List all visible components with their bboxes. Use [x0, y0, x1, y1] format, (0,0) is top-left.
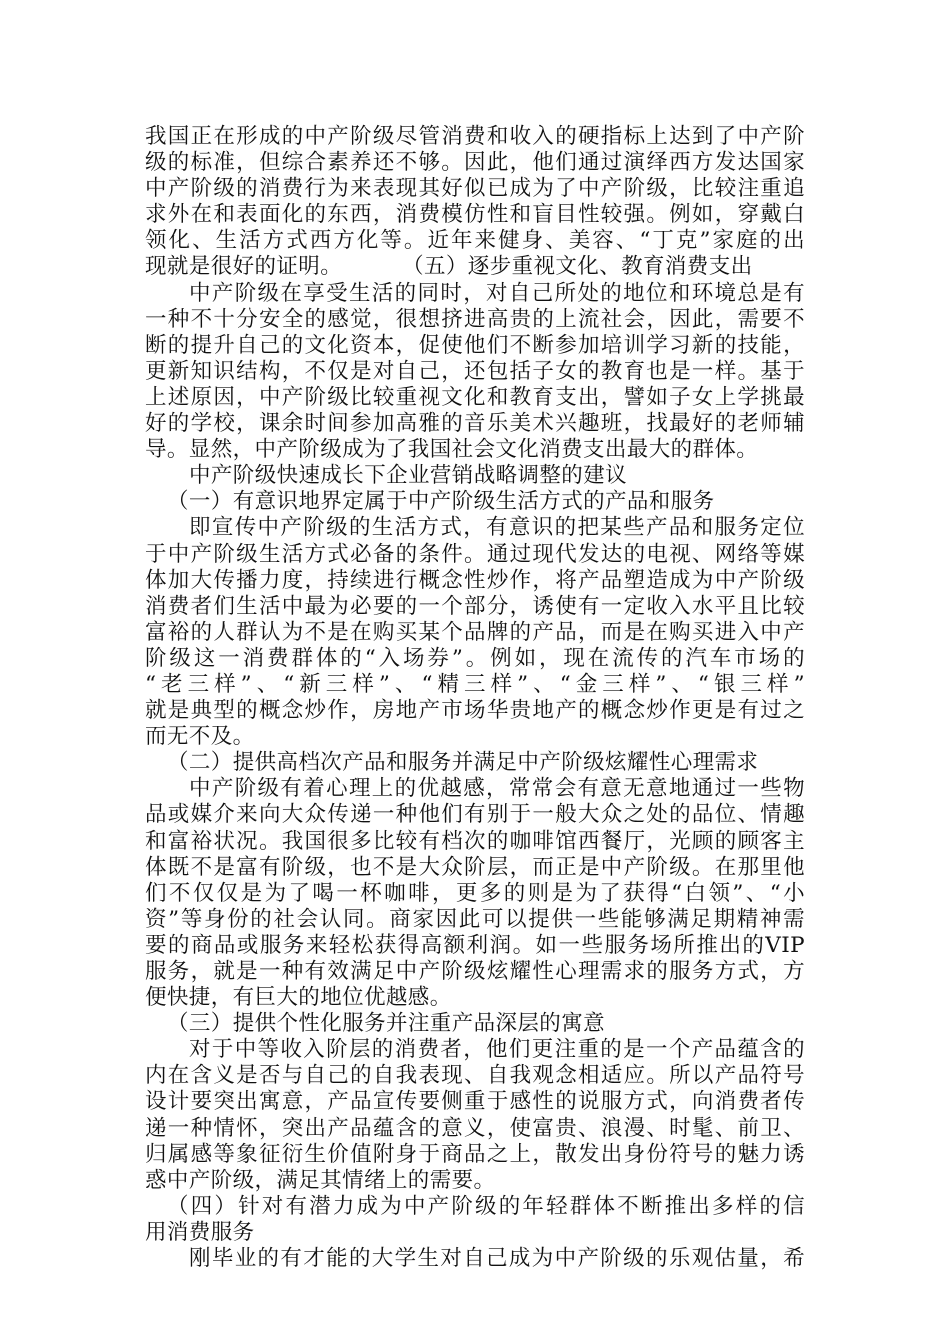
text-line: 导。显然，中产阶级成为了我国社会文化消费支出最大的群体。 [145, 437, 759, 463]
document-body [145, 124, 805, 1272]
text-line: 对于中等收入阶层的消费者，他们更注重的是一个产品蕴含的 [189, 1037, 805, 1063]
paragraph-end: 现就是很好的证明。 [145, 254, 343, 280]
section-heading: （二）提供高档次产品和服务并满足中产阶级炫耀性心理需求 [167, 750, 759, 776]
text-line: 体既不是富有阶级，也不是大众阶层，而正是中产阶级。在那里他 [145, 854, 805, 880]
text-line: 级的标准，但综合素养还不够。因此，他们通过演绎西方发达国家 [145, 150, 805, 176]
text-line: 惑中产阶级，满足其情绪上的需要。 [145, 1167, 496, 1193]
section-heading: （五）逐步重视文化、教育消费支出 [402, 254, 753, 280]
text-line: 消费者们生活中最为必要的一个部分，诱使有一定收入水平且比较 [145, 593, 805, 619]
text-line: “老三样”、“新三样”、“精三样”、“金三样”、“银三样” [145, 671, 805, 697]
section-heading: 用消费服务 [145, 1219, 255, 1245]
text-line: 要的商品或服务来轻松获得高额利润。如一些服务场所推出的VIP [145, 932, 805, 958]
text-line: 中产阶级在享受生活的同时，对自己所处的地位和环境总是有 [189, 280, 805, 306]
text-line: 即宣传中产阶级的生活方式，有意识的把某些产品和服务定位 [189, 515, 805, 541]
text-line: 和富裕状况。我国很多比较有档次的咖啡馆西餐厅，光顾的顾客主 [145, 828, 805, 854]
text-line: 求外在和表面化的东西，消费模仿性和盲目性较强。例如，穿戴白 [145, 202, 805, 228]
text-line: 好的学校，课余时间参加高雅的音乐美术兴趣班，找最好的老师辅 [145, 411, 805, 437]
text-line: 归属感等象征衍生价值附身于商品之上，散发出身份符号的魅力诱 [145, 1141, 805, 1167]
text-line: 一种不十分安全的感觉，很想挤进高贵的上流社会，因此，需要不 [145, 306, 805, 332]
text-line: 领化、生活方式西方化等。近年来健身、美容、“丁克”家庭的出 [145, 228, 805, 254]
text-line: 递一种情怀，突出产品蕴含的意义，使富贵、浪漫、时髦、前卫、 [145, 1115, 805, 1141]
text-line: 于中产阶级生活方式必备的条件。通过现代发达的电视、网络等媒 [145, 541, 805, 567]
text-line: 中产阶级有着心理上的优越感，常常会有意无意地通过一些物 [189, 776, 805, 802]
text-line: 设计要突出寓意，产品宣传要侧重于感性的说服方式，向消费者传 [145, 1089, 805, 1115]
text-line: 刚毕业的有才能的大学生对自己成为中产阶级的乐观估量，希 [189, 1246, 805, 1272]
text-line: 断的提升自己的文化资本，促使他们不断参加培训学习新的技能， [145, 332, 805, 358]
text-line: 就是典型的概念炒作，房地产市场华贵地产的概念炒作更是有过之 [145, 698, 805, 724]
text-line: 而无不及。 [145, 724, 255, 750]
text-line: 中产阶级的消费行为来表现其好似已成为了中产阶级，比较注重追 [145, 176, 805, 202]
text-line: 富裕的人群认为不是在购买某个品牌的产品，而是在购买进入中产 [145, 619, 805, 645]
text-line: 体加大传播力度，持续进行概念性炒作，将产品塑造成为中产阶级 [145, 567, 805, 593]
text-line: 阶级这一消费群体的“入场券”。例如，现在流传的汽车市场的 [145, 645, 805, 671]
section-heading: （一）有意识地界定属于中产阶级生活方式的产品和服务 [167, 489, 715, 515]
text-line: 我国正在形成的中产阶级尽管消费和收入的硬指标上达到了中产阶 [145, 124, 805, 149]
text-line [145, 254, 805, 280]
section-heading: 中产阶级快速成长下企业营销战略调整的建议 [189, 463, 628, 489]
text-line: 服务，就是一种有效满足中产阶级炫耀性心理需求的服务方式，方 [145, 959, 805, 984]
text-line: 上述原因，中产阶级比较重视文化和教育支出，譬如子女上学挑最 [145, 384, 805, 410]
text-line: 资”等身份的社会认同。商家因此可以提供一些能够满足期精神需 [145, 906, 805, 932]
text-line: 们不仅仅是为了喝一杯咖啡，更多的则是为了获得“白领”、“小 [145, 880, 805, 906]
section-heading: （四）针对有潜力成为中产阶级的年轻群体不断推出多样的信 [167, 1193, 805, 1219]
section-heading: （三）提供个性化服务并注重产品深层的寓意 [167, 1011, 606, 1037]
text-line: 品或媒介来向大众传递一种他们有别于一般大众之处的品位、情趣 [145, 802, 805, 828]
text-line: 内在含义是否与自己的自我表现、自我观念相适应。所以产品符号 [145, 1063, 805, 1089]
text-line: 便快捷，有巨大的地位优越感。 [145, 985, 452, 1011]
text-line: 更新知识结构，不仅是对自己，还包括子女的教育也是一样。基于 [145, 358, 805, 384]
